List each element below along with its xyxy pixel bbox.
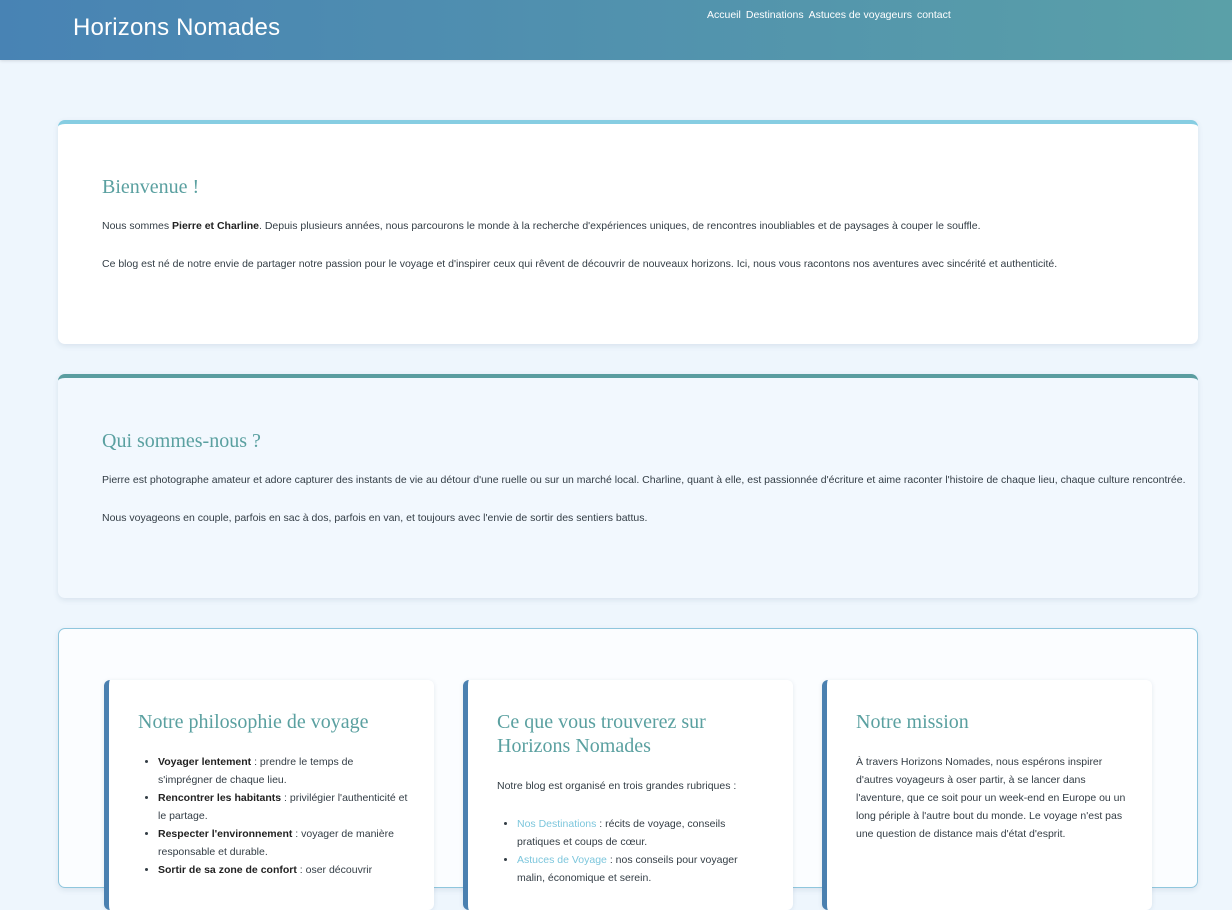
welcome-paragraph-2: Ce blog est né de notre envie de partager notre passion pour le voyage et d'inspirer ceux qui rêvent de découvrir de nouveaux horizons. Ici, nous vous racontons nos aventures avec sincérité et authenticité. bbox=[102, 258, 1058, 270]
philosophy-title: Notre philosophie de voyage bbox=[138, 711, 369, 733]
main-nav bbox=[707, 9, 951, 21]
item-text: : nos conseils pour voyager malin, économique et serein. bbox=[517, 854, 738, 884]
about-title: Qui sommes-nous ? bbox=[102, 430, 261, 452]
item-text: : voyager de manière responsable et durable. bbox=[158, 828, 394, 858]
link-destinations[interactable]: Nos Destinations bbox=[517, 818, 597, 830]
welcome-p1-pre: Nous sommes bbox=[102, 220, 173, 232]
welcome-title: Bienvenue ! bbox=[102, 176, 200, 198]
mission-title: Notre mission bbox=[856, 711, 969, 733]
philosophy-card bbox=[104, 680, 434, 910]
nav-contact[interactable]: contact bbox=[916, 9, 951, 21]
item-bold: Respecter l'environnement bbox=[158, 828, 293, 840]
welcome-card bbox=[58, 120, 1198, 344]
content-card bbox=[463, 680, 793, 910]
item-bold: Voyager lentement bbox=[158, 756, 252, 768]
nav-astuces[interactable]: Astuces de voyageurs bbox=[808, 9, 912, 21]
about-card bbox=[58, 374, 1198, 598]
nav-destinations[interactable]: Destinations bbox=[745, 9, 804, 21]
features-container bbox=[58, 628, 1198, 888]
item-text: : prendre le temps de s'imprégner de chaque lieu. bbox=[158, 756, 354, 786]
item-text: : oser découvrir bbox=[296, 864, 373, 876]
site-brand[interactable]: Horizons Nomades bbox=[73, 14, 281, 41]
welcome-p1-names: Pierre et Charline bbox=[172, 220, 259, 232]
philosophy-list bbox=[138, 753, 408, 879]
content-intro: Notre blog est organisé en trois grandes rubriques : bbox=[497, 780, 737, 792]
list-item bbox=[517, 851, 767, 887]
list-item bbox=[158, 789, 408, 825]
content-title: Ce que vous trouverez sur Horizons Nomades bbox=[497, 711, 706, 757]
about-paragraph-2: Nous voyageons en couple, parfois en sac à dos, parfois en van, et toujours avec l'envie de sortir des sentiers battus. bbox=[102, 512, 648, 524]
mission-text: À travers Horizons Nomades, nous espérons inspirer d'autres voyageurs à oser partir, à se lancer dans l'aventure, que ce soit pour un week-end en Europe ou un long périple à l'autre bout du monde. Le voyage n'est pas une question de distance mais d'état d'esprit. bbox=[856, 756, 1126, 840]
item-text: : privilégier l'authenticité et le partage. bbox=[158, 792, 408, 822]
item-text: : récits de voyage, conseils pratiques et coups de cœur. bbox=[517, 818, 726, 848]
welcome-paragraph-1 bbox=[102, 219, 981, 233]
site-header bbox=[0, 0, 1232, 60]
list-item bbox=[158, 825, 408, 861]
welcome-p1-post: . Depuis plusieurs années, nous parcourons le monde à la recherche d'expériences uniques, de rencontres inoubliables et de paysages à couper le souffle. bbox=[258, 220, 981, 232]
item-bold: Rencontrer les habitants bbox=[158, 792, 282, 804]
content-list bbox=[497, 815, 767, 887]
item-bold: Sortir de sa zone de confort bbox=[158, 864, 297, 876]
list-item bbox=[517, 815, 767, 851]
list-item bbox=[158, 861, 408, 879]
about-paragraph-1: Pierre est photographe amateur et adore capturer des instants de vie au détour d'une ruelle ou sur un marché local. Charline, quant à elle, est passionnée d'écriture et aime raconter l'histoire de chaque lieu, chaque culture rencontrée. bbox=[102, 474, 1186, 486]
list-item bbox=[158, 753, 408, 789]
mission-card bbox=[822, 680, 1152, 910]
link-astuces[interactable]: Astuces de Voyage bbox=[517, 854, 607, 866]
nav-accueil[interactable]: Accueil bbox=[707, 9, 741, 21]
